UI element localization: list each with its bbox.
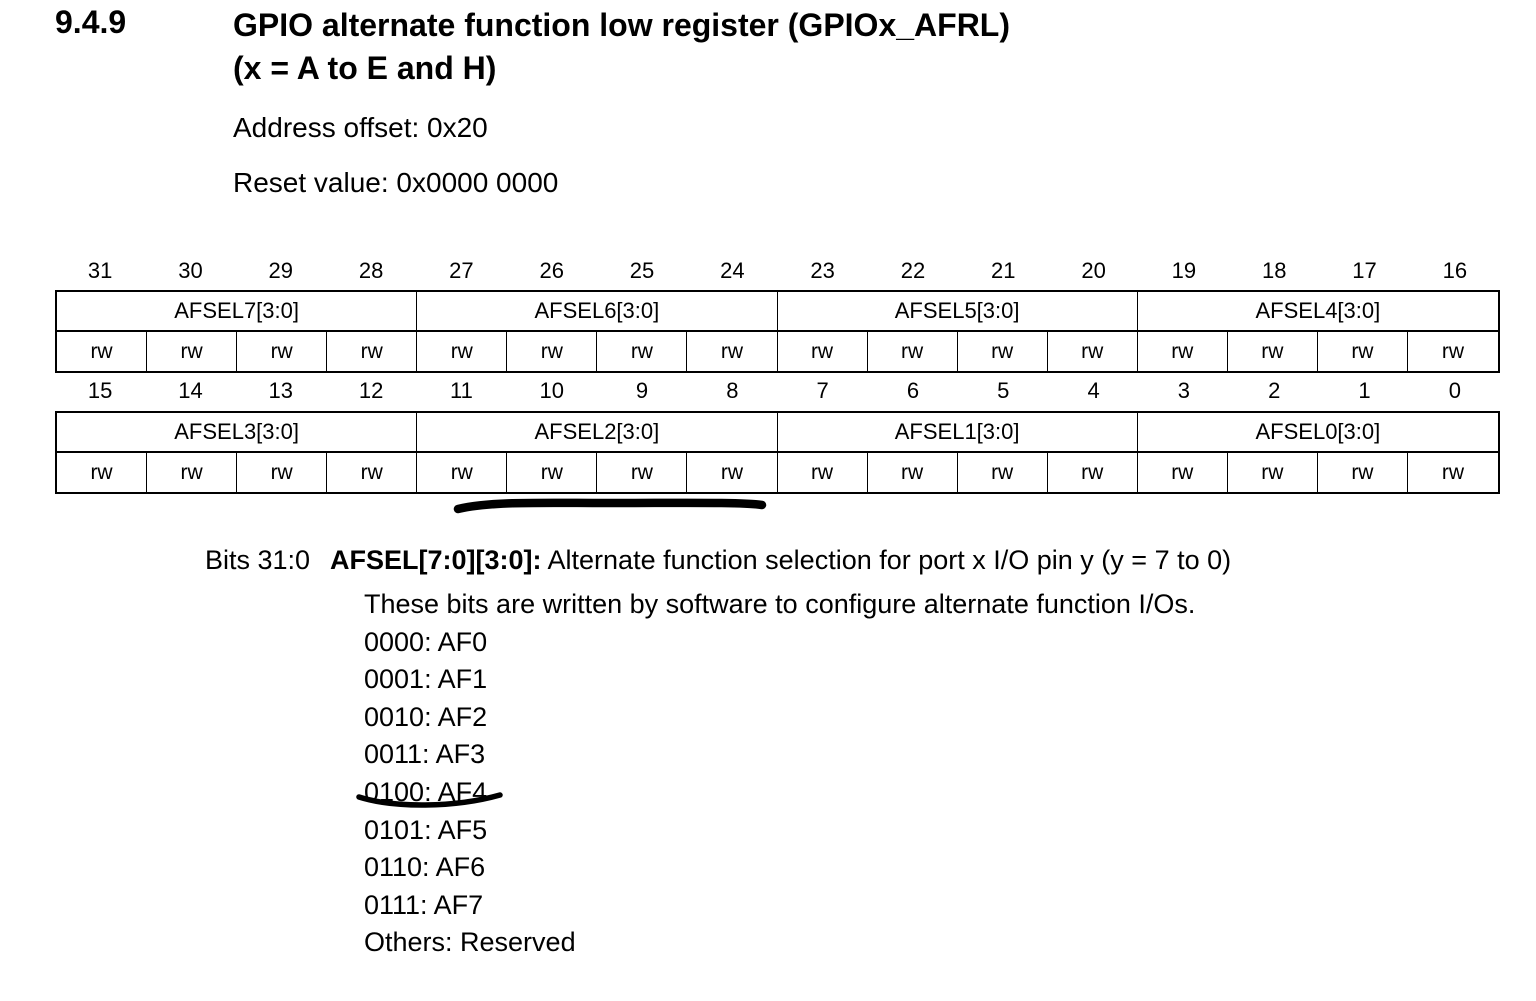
bit-number: 0 bbox=[1448, 378, 1461, 403]
access-cell: rw bbox=[958, 453, 1048, 492]
pen-underline-table bbox=[452, 494, 770, 516]
access-cell: rw bbox=[327, 453, 417, 492]
field-cell: AFSEL2[3:0] bbox=[417, 413, 777, 451]
access-cell: rw bbox=[958, 332, 1048, 371]
bit-number: 3 bbox=[1177, 378, 1191, 403]
access-cell: rw bbox=[237, 332, 327, 371]
reset-value: Reset value: 0x0000 0000 bbox=[233, 167, 559, 198]
register-table-lower bbox=[55, 411, 1500, 494]
access-cell: rw bbox=[417, 453, 507, 492]
access-cell: rw bbox=[687, 453, 777, 492]
bit-number: 1 bbox=[1358, 378, 1371, 403]
access-cell: rw bbox=[417, 332, 507, 371]
field-row-upper bbox=[57, 292, 1498, 332]
field-cell: AFSEL4[3:0] bbox=[1255, 298, 1381, 323]
bit-number: 6 bbox=[906, 378, 920, 403]
access-cell: rw bbox=[778, 453, 868, 492]
access-cell: rw bbox=[778, 332, 868, 371]
bit-number: 16 bbox=[1442, 258, 1468, 283]
value-line-underlined: 0100: AF4 bbox=[364, 776, 488, 807]
bit-number: 2 bbox=[1268, 378, 1281, 403]
bit-number: 21 bbox=[991, 258, 1016, 283]
bit-number: 19 bbox=[1171, 258, 1197, 283]
access-cell: rw bbox=[507, 453, 597, 492]
access-cell: rw bbox=[868, 332, 958, 371]
bit-number: 18 bbox=[1261, 258, 1287, 283]
value-line: 0010: AF2 bbox=[364, 701, 488, 732]
field-cell: AFSEL0[3:0] bbox=[1255, 419, 1381, 444]
field-cell: AFSEL1[3:0] bbox=[778, 413, 1138, 451]
field-description-body bbox=[364, 586, 1195, 962]
access-cell: rw bbox=[868, 453, 958, 492]
access-cell: rw bbox=[147, 453, 237, 492]
access-cell: rw bbox=[687, 332, 777, 371]
access-row-upper bbox=[57, 332, 1498, 371]
value-line: 0001: AF1 bbox=[364, 664, 488, 695]
value-line: 0101: AF5 bbox=[364, 814, 488, 845]
bit-number: 26 bbox=[539, 258, 564, 283]
field-row-lower bbox=[57, 413, 1498, 453]
field-description-line bbox=[330, 545, 1231, 576]
bit-number: 24 bbox=[720, 258, 745, 283]
bit-number: 14 bbox=[178, 378, 203, 403]
register-table-upper bbox=[55, 290, 1500, 373]
bit-number: 8 bbox=[726, 378, 739, 403]
field-name: AFSEL[7:0][3:0]: bbox=[330, 545, 542, 575]
access-cell: rw bbox=[1048, 332, 1138, 371]
value-line: 0011: AF3 bbox=[364, 739, 486, 770]
bit-number: 5 bbox=[997, 378, 1010, 403]
bit-number: 7 bbox=[816, 378, 829, 403]
bit-number: 13 bbox=[268, 378, 294, 403]
access-cell: rw bbox=[507, 332, 597, 371]
bit-number: 25 bbox=[629, 258, 655, 283]
page-title bbox=[233, 4, 1010, 90]
access-cell: rw bbox=[1441, 339, 1465, 363]
bit-number: 10 bbox=[539, 378, 564, 403]
value-line: 0110: AF6 bbox=[364, 852, 486, 883]
access-cell: rw bbox=[1318, 332, 1408, 371]
field-cell: AFSEL3[3:0] bbox=[57, 413, 417, 451]
value-line: Others: Reserved bbox=[364, 927, 576, 958]
address-offset: Address offset: 0x20 bbox=[233, 112, 488, 143]
field-cell: AFSEL5[3:0] bbox=[778, 292, 1138, 330]
page-title-line1: GPIO alternate function low register (GPIOx_AFRL) bbox=[233, 7, 1010, 43]
bit-number: 29 bbox=[268, 258, 294, 283]
field-note: These bits are written by software to configure alternate function I/Os. bbox=[364, 589, 1196, 619]
bit-number: 17 bbox=[1352, 258, 1377, 283]
access-cell: rw bbox=[147, 332, 237, 371]
bit-number: 27 bbox=[449, 258, 474, 283]
bit-numbers-upper bbox=[55, 258, 1500, 284]
bit-number: 31 bbox=[87, 258, 113, 283]
access-row-lower bbox=[57, 453, 1498, 492]
access-cell: rw bbox=[597, 453, 687, 492]
access-cell: rw bbox=[1441, 460, 1465, 484]
access-cell: rw bbox=[1138, 453, 1228, 492]
field-cell: AFSEL6[3:0] bbox=[417, 292, 777, 330]
bit-numbers-lower bbox=[55, 378, 1500, 404]
access-cell: rw bbox=[57, 453, 147, 492]
bits-range-label: Bits 31:0 bbox=[205, 545, 311, 575]
value-line: 0000: AF0 bbox=[364, 626, 488, 657]
bit-number: 23 bbox=[810, 258, 835, 283]
field-cell: AFSEL7[3:0] bbox=[57, 292, 417, 330]
bit-number: 20 bbox=[1081, 258, 1106, 283]
bit-number: 15 bbox=[87, 378, 113, 403]
page-title-line2: (x = A to E and H) bbox=[233, 50, 497, 86]
access-cell: rw bbox=[1228, 332, 1318, 371]
section-number: 9.4.9 bbox=[55, 4, 127, 40]
access-cell: rw bbox=[237, 453, 327, 492]
access-cell: rw bbox=[597, 332, 687, 371]
bit-number: 22 bbox=[900, 258, 926, 283]
access-cell: rw bbox=[1318, 453, 1408, 492]
field-text: Alternate function selection for port x I/O pin y (y = 7 to 0) bbox=[541, 545, 1232, 575]
access-cell: rw bbox=[327, 332, 417, 371]
access-cell: rw bbox=[1228, 453, 1318, 492]
bit-number: 28 bbox=[358, 258, 384, 283]
access-cell: rw bbox=[1048, 453, 1138, 492]
value-line: 0111: AF7 bbox=[364, 889, 484, 920]
access-cell: rw bbox=[57, 332, 147, 371]
bit-number: 30 bbox=[178, 258, 203, 283]
bit-number: 4 bbox=[1087, 378, 1100, 403]
bit-number: 12 bbox=[358, 378, 384, 403]
bit-number: 9 bbox=[635, 378, 649, 403]
access-cell: rw bbox=[1138, 332, 1228, 371]
bit-number: 11 bbox=[449, 378, 473, 403]
